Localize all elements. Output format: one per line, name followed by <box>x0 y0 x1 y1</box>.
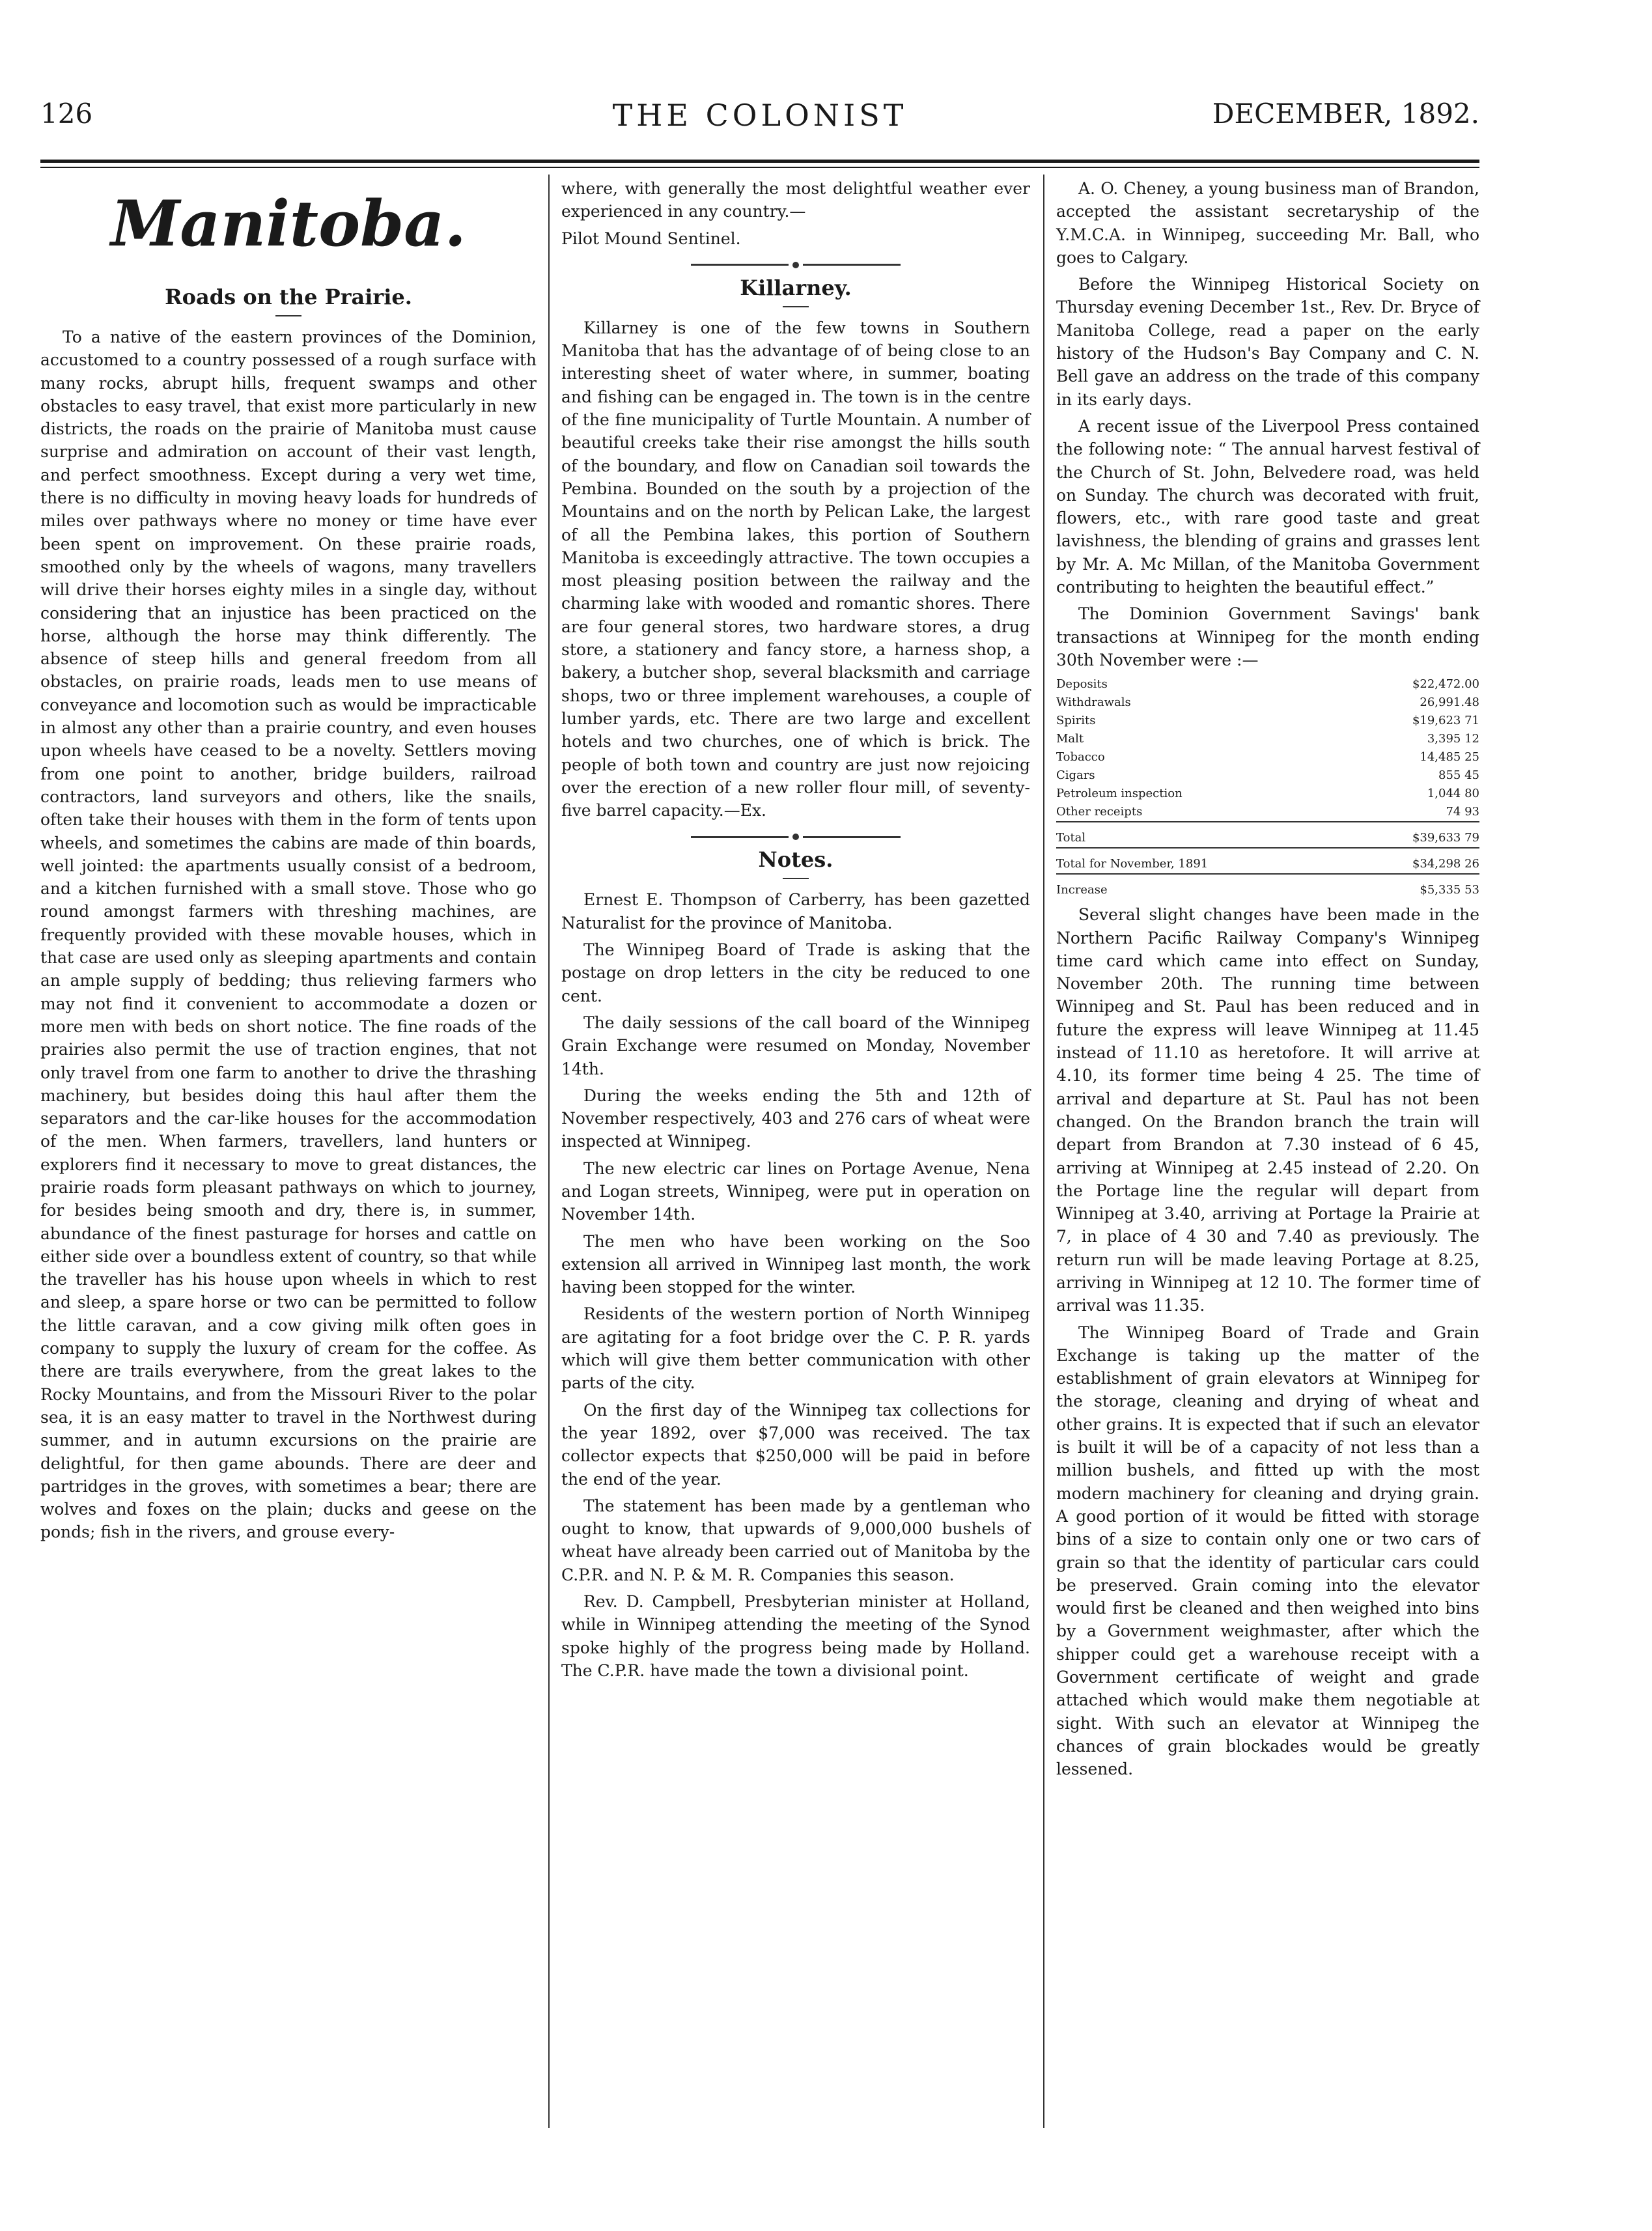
bank-transactions-table <box>1056 675 1479 899</box>
table-total-row <box>1056 822 1479 848</box>
row-label: Deposits <box>1056 677 1108 692</box>
column-1 <box>40 177 537 1548</box>
article-title-notes: Notes. <box>758 847 833 873</box>
publication-title: THE COLONIST <box>612 98 908 133</box>
note-item: The statement has been made by a gentleman who ought to know, that upwards of 9,000,000 bushels of wheat have already been carried out of Manitoba by the C.P.R. and N. P. & M. R. Companies this season. <box>561 1496 1030 1584</box>
row-value: $22,472.00 <box>1412 677 1479 692</box>
row-value: $34,298 26 <box>1350 848 1479 874</box>
header-rule-thick <box>40 160 1479 163</box>
note-item: Several slight changes have been made in the Northern Pacific Railway Company's Winnipeg time card which came into effect on Sunday, November 20th. The running time between Winnipeg and St. Paul has been reduced and in future the express will leave Winnipeg at 11.45 instead of 11.10 as heretofore. It will arrive at 4.10, its former time being 4 25. The time of arrival and departure at St. Paul has not been changed. On the Brandon branch the train will depart from Brandon at 7.30 instead of 6 45, arriving at Winnipeg at 2.45 instead of 2.20. On the Portage line the regular will depart from Winnipeg at 3.40, arriving at Portage la Prairie at 7, in place of 4 30 and 7.40 as previously. The return run will be made leaving Portage at 8.25, arriving in Winnipeg at 12 10. The former time of arrival was 11.35. <box>1056 905 1479 1315</box>
header-rule-thin <box>40 167 1479 168</box>
table-row <box>1056 712 1479 730</box>
row-value: 1,044 80 <box>1427 787 1479 801</box>
note-item: Residents of the western portion of North Winnipeg are agitating for a foot bridge over the C. P. R. yards which will give them better communication with other parts of the city. <box>561 1304 1030 1393</box>
note-item: During the weeks ending the 5th and 12th of November respectively, 403 and 276 cars of wheat were inspected at Winnipeg. <box>561 1086 1030 1151</box>
table-row <box>1056 675 1479 694</box>
note-item: A. O. Cheney, a young business man of Brandon, accepted the assistant secretaryship of the Y.M.C.A. in Winnipeg, succeeding Mr. Ball, who goes to Calgary. <box>1056 179 1479 267</box>
title-dash <box>783 306 809 307</box>
row-label: Total for November, 1891 <box>1056 848 1350 874</box>
column-divider-2 <box>1043 175 1044 2128</box>
row-label: Malt <box>1056 732 1084 746</box>
note-item: On the first day of the Winnipeg tax collections for the year 1892, over $7,000 was received. The tax collector expects that $250,000 will be paid in before the end of the year. <box>561 1400 1030 1489</box>
row-value: 74 93 <box>1446 805 1479 819</box>
table-row <box>1056 803 1479 822</box>
row-label: Petroleum inspection <box>1056 787 1183 801</box>
table-increase-row <box>1056 874 1479 899</box>
note-item: The Dominion Government Savings' bank transactions at Winnipeg for the month ending 30th November were :— <box>1056 604 1479 669</box>
row-label: Other receipts <box>1056 805 1143 819</box>
note-item: The new electric car lines on Portage Avenue, Nena and Logan streets, Winnipeg, were put in operation on November 14th. <box>561 1158 1030 1224</box>
row-label: Withdrawals <box>1056 695 1131 710</box>
row-value: 14,485 25 <box>1420 750 1479 765</box>
table-row <box>1056 766 1479 785</box>
row-value: $5,335 53 <box>1350 874 1479 899</box>
row-value: 3,395 12 <box>1427 732 1479 746</box>
page-number: 126 <box>40 98 93 130</box>
row-label: Spirits <box>1056 714 1096 728</box>
article-roads-body: To a native of the eastern provinces of the Dominion, accustomed to a country possessed of a rough surface with many rocks, abrupt hills, frequent swamps and other obstacles to easy travel, that exist more particularly in new districts, the roads on the prairie of Manitoba must cause surprise and admiration on account of their vast length, and perfect smoothness. Except during a very wet time, there is no difficulty in moving heavy loads for hundreds of miles over pathways where no money or time have ever been spent on improvement. On these prairie roads, smoothed only by the wheels of wagons, many travellers will drive their horses eighty miles in a single day, without considering that an injustice has been practiced on the horse, although the horse may think differently. The absence of steep hills and general freedom from all obstacles, on prairie roads, leads men to use means of conveyance and locomotion such as would be impracticable in almost any other than a prairie country, and even houses upon wheels have ceased to be a novelty. Settlers moving from one point to another, bridge builders, railroad contractors, land surveyors and others, like the snails, often take their houses with them in the form of tents upon wheels, and sometimes the cabins are made of thin boards, well jointed: the apartments usually consist of a bedroom, and a kitchen furnished with a small stove. Those who go round amongst farmers with threshing machines, are frequently provided with these movable houses, which in that case are used only as sleeping apartments and contain an ample supply of bedding; thus relieving farmers who may not find it convenient to accommodate a dozen or more men with beds on short notice. The fine roads of the prairies also permit the use of traction engines, that not only travel from one farm to another to drive the thrashing machinery, but besides doing this haul after them the separators and the car-like houses for the accommodation of the men. When farmers, travellers, land hunters or explorers find it necessary to move to great distances, the prairie roads form pleasant pathways on which to journey, for besides being smooth and dry, there is, in summer, abundance of the finest pasturage for horses and cattle on either side over a boundless extent of country, so that while the traveller has his house upon wheels in which to rest and sleep, a spare horse or two can be permitted to follow the little caravan, and a cow giving milk often goes in company to supply the luxury of cream for the coffee. As there are trails everywhere, from the great lakes to the Rocky Mountains, and from the Missouri River to the polar sea, it is an easy matter to travel in the Northwest during summer, and in autumn excursions on the prairie are delightful, for then game abounds. There are deer and partridges in the groves, with sometimes a bear; there are wolves and foxes on the plain; ducks and geese on the ponds; fish in the rivers, and grouse every- <box>40 328 537 1542</box>
note-item: Ernest E. Thompson of Carberry, has been gazetted Naturalist for the province of Manitoba. <box>561 890 1030 933</box>
table-row <box>1056 748 1479 766</box>
note-item: The men who have been working on the Soo extension all arrived in Winnipeg last month, the work having been stopped for the winter. <box>561 1231 1030 1297</box>
table-row <box>1056 694 1479 712</box>
note-item: Rev. D. Campbell, Presbyterian minister at Holland, while in Winnipeg attending the meeting of the Synod spoke highly of the progress being made by Holland. The C.P.R. have made the town a divisional point. <box>561 1592 1030 1680</box>
table-total-1891-row <box>1056 848 1479 874</box>
note-item: A recent issue of the Liverpool Press contained the following note: “ The annual harvest festival of the Church of St. John, Belvedere road, was held on Sunday. The church was decorated with fruit, flowers, etc., with rare good taste and great lavishness, the blending of grains and grasses lent by Mr. A. Mc Millan, of the Manitoba Government contributing to heighten the beautiful effect.” <box>1056 416 1479 597</box>
table-row <box>1056 730 1479 748</box>
page-header <box>40 98 1479 143</box>
note-item: The Winnipeg Board of Trade is asking that the postage on drop letters in the city be reduced to one cent. <box>561 940 1030 1005</box>
row-value: 26,991.48 <box>1420 695 1479 710</box>
note-item: Before the Winnipeg Historical Society on Thursday evening December 1st., Rev. Dr. Bryce of Manitoba College, read a paper on the early history of the Hudson's Bay Company and C. N. Bell gave an address on the trade of this company in its early days. <box>1056 275 1479 409</box>
article-title-killarney: Killarney. <box>740 275 852 300</box>
issue-date: DECEMBER, 1892. <box>1212 98 1479 130</box>
note-item: The daily sessions of the call board of the Winnipeg Grain Exchange were resumed on Monday, November 14th. <box>561 1013 1030 1078</box>
title-dash <box>783 878 809 879</box>
row-value: $19,623 71 <box>1412 714 1479 728</box>
article-roads-source: Pilot Mound Sentinel. <box>561 229 741 248</box>
row-value: 855 45 <box>1438 768 1479 783</box>
column-divider-1 <box>548 175 550 2128</box>
row-label: Cigars <box>1056 768 1095 783</box>
title-dash <box>275 315 301 316</box>
section-divider <box>561 834 1030 840</box>
note-item: The Winnipeg Board of Trade and Grain Exchange is taking up the matter of the establishment of grain elevators at Winnipeg for the storage, cleaning and drying of wheat and other grains. It is expected that if such an elevator is built it will be of a capacity of not less than a million bushels, and fitted up with the most modern machinery for cleaning and drying grain. A good portion of it would be fitted with storage bins of a size to contain only one or two cars of grain so that the identity of particular cars could be preserved. Grain coming into the elevator would first be cleaned and then weighed into bins by a Government weighmaster, after which the shipper could get a warehouse receipt with a Government certificate of weight and grade attached which would make them negotiable at sight. With such an elevator at Winnipeg the chances of grain blockades would be greatly lessened. <box>1056 1323 1479 1779</box>
article-killarney-body: Killarney is one of the few towns in Southern Manitoba that has the advantage of of being close to an interesting sheet of water where, in summer, boating and fishing can be engaged in. The town is in the centre of the fine municipality of Turtle Mountain. A number of beautiful creeks take their rise amongst the hills south of the boundary, and flow on Canadian soil towards the Pembina. Bounded on the south by a projection of the Mountains and on the north by Pelican Lake, the largest of all the Pembina lakes, this portion of Southern Manitoba is exceedingly attractive. The town occupies a most pleasing position between the railway and the charming lake with wooded and romantic shores. There are four general stores, two hardware stores, a drug store, a stationery and fancy store, a harness shop, a bakery, a butcher shop, several blacksmith and carriage shops, two or three implement warehouses, a couple of lumber yards, etc. There are two large and excellent hotels and two churches, one of which is brick. The people of both town and country are just now rejoicing over the erection of a new roller flour mill, of seventy-five barrel capacity.—Ex. <box>561 318 1030 821</box>
section-divider <box>561 262 1030 268</box>
row-label: Increase <box>1056 874 1350 899</box>
row-value: $39,633 79 <box>1350 822 1479 848</box>
column-3 <box>1056 177 1479 1785</box>
table-row <box>1056 785 1479 803</box>
column-2 <box>561 177 1030 1686</box>
article-title-roads: Roads on the Prairie. <box>165 285 412 309</box>
row-label: Total <box>1056 822 1350 848</box>
row-label: Tobacco <box>1056 750 1105 765</box>
article-roads-continued: where, with generally the most delightful weather ever experienced in any country.— <box>561 179 1030 221</box>
section-masthead: Manitoba. <box>111 187 466 260</box>
